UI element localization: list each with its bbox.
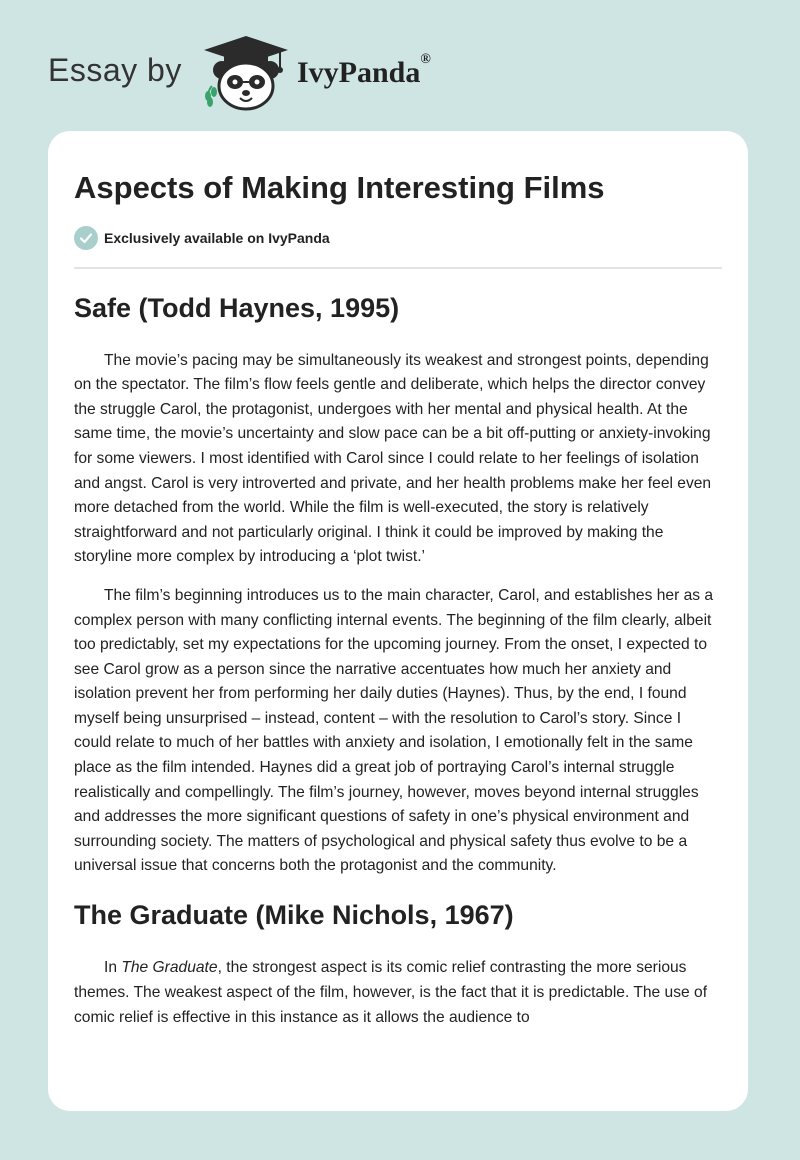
section-safe [74,292,722,879]
essay-by-label: Essay by [48,52,182,88]
brand-name: IvyPanda [297,56,421,89]
essay-card [48,131,748,1111]
paragraph-text: In [104,959,122,977]
section-heading: The Graduate (Mike Nichols, 1967) [74,900,514,931]
panda-mascot-icon [200,34,292,112]
section-heading: Safe (Todd Haynes, 1995) [74,293,400,324]
paragraph-text: , the strongest aspect is its comic relief contrasting the more serious themes. The weakest aspect of the film, however, is the fact that it is predictable. The use of comic relief is effective in this instance as it allows the audience to [74,959,708,1026]
check-icon [74,226,98,250]
film-title-italic: The Graduate [121,959,218,977]
paragraph: The film’s beginning introduces us to the main character, Carol, and establishes her as a complex person with many conflicting internal events. The beginning of the film clearly, albeit too predictably, set my expectations for the upcoming journey. From the onset, I expected to see Carol grow as a person since the narrative accentuates how much her anxiety and isolation prevent her from performing her daily duties (Haynes). Thus, by the end, I found myself being unsurprised – instead, content – with the resolution to Carol’s story. Since I could relate to much of her battles with anxiety and isolation, I emotionally felt in the same place as the film intended. Haynes did a great job of portraying Carol’s internal struggle realistically and compellingly. The film’s journey, however, moves beyond internal struggles and addresses the more significant questions of safety in one’s physical environment and surrounding society. The matters of psychological and physical safety thus evolve to be a universal issue that concerns both the protagonist and the community. [74,586,714,875]
registered-mark: ® [420,52,431,67]
paragraph: The movie’s pacing may be simultaneously its weakest and strongest points, depending on the spectator. The film’s flow feels gentle and deliberate, which helps the director convey the struggle Carol, the protagonist, undergoes with her mental and physical health. At the same time, the movie’s uncertainty and slow pace can be a bit off-putting or anxiety-invoking for some viewers. I most identified with Carol since I could relate to her feelings of isolation and angst. Carol is very introverted and private, and her health problems make her feel even more detached from the world. While the film is well-executed, the story is relatively straightforward and not particularly original. I think it could be improved by making the storyline more complex by introducing a ‘plot twist.’ [74,351,712,566]
section-the-graduate [74,899,722,1030]
page-title: Aspects of Making Interesting Films [74,170,605,205]
ivypanda-brand[interactable] [297,52,431,90]
paragraph [74,956,722,1030]
site-header [0,0,800,120]
title-divider [74,267,722,269]
exclusive-badge [74,226,722,250]
exclusive-label: Exclusively available on IvyPanda [104,230,330,247]
